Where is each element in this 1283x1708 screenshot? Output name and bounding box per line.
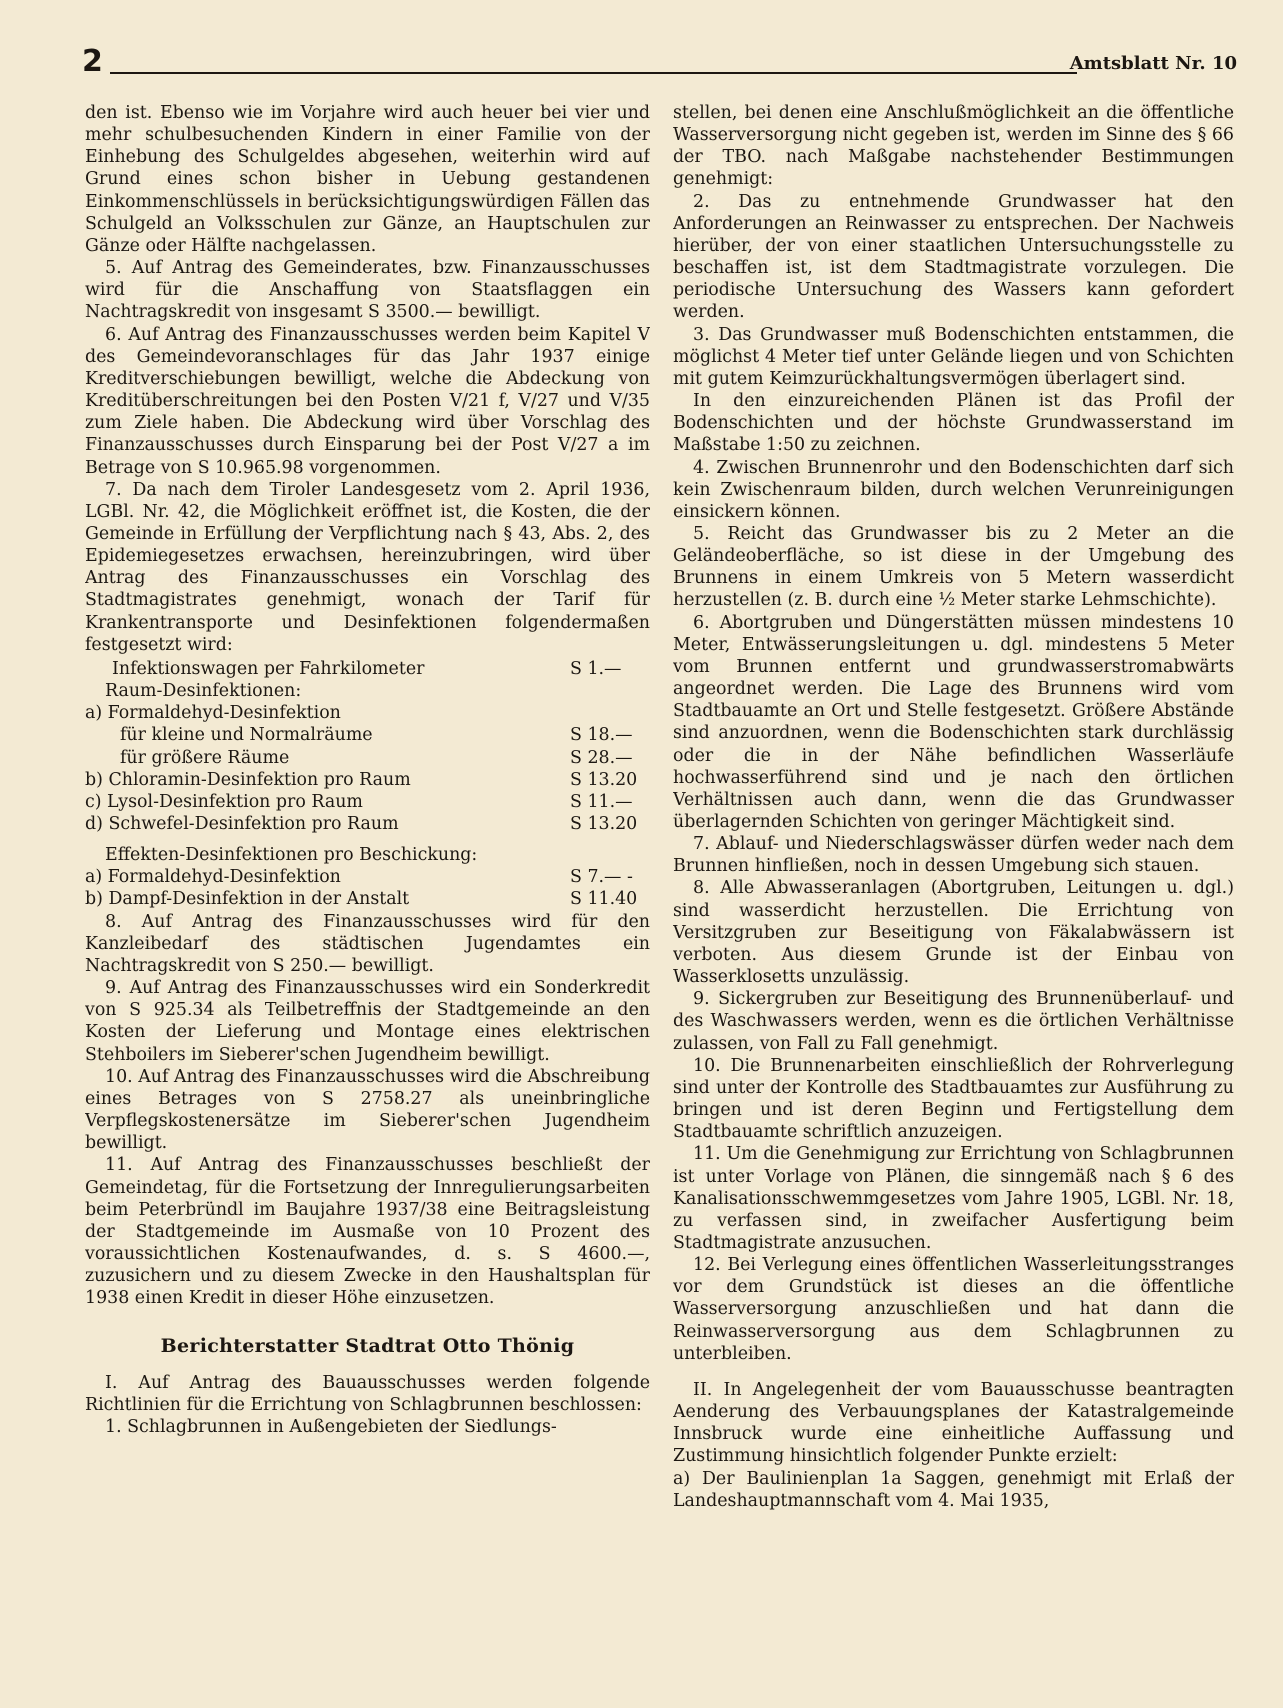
page-header xyxy=(82,44,1237,84)
tariff-label: für größere Räume xyxy=(120,747,290,768)
paragraph-6: 6. Abortgruben und Düngerstätten müssen mindestens 10 Meter, Entwässerungsleitungen u. dgl. mindestens 5 Meter vom Brunnen entfernt und grundwasserstromabwärts angeordnet werden. Die Lage des Brunnens wird vom Stadtbauamte an Ort und Stelle festgesetzt. Größere Abstände sind anzuordnen, wenn die Bodenschichten stark durchlässig oder die in der Nähe befindlichen Wasserläufe hochwasserführend sind und je nach den örtlichen Verhältnissen auch dann, wenn die das Grundwasser überlagernden Schichten von geringer Mächtigkeit sind. xyxy=(673,612,1234,832)
paragraph-9: 9. Auf Antrag des Finanzausschusses wird ein Sonderkredit von S 925.34 als Teilbetreffnis der Stadtgemeinde an den Kosten der Lieferung und Montage eines elektrischen Stehboilers im Sieberer'schen Jugendheim bewilligt. xyxy=(85,978,650,1065)
tariff-label: a) Formaldehyd-Desinfektion xyxy=(85,867,341,888)
tariff-row xyxy=(85,769,650,791)
paragraph-8: 8. Auf Antrag des Finanzausschusses wird für den Kanzleibedarf des städtischen Jugendamtes ein Nachtragskredit von S 250.— bewilligt. xyxy=(85,911,650,976)
tariff-table xyxy=(85,658,650,911)
section-spacer xyxy=(673,1365,1234,1379)
tariff-value: S 13.20 xyxy=(570,814,638,834)
paragraph-10: 10. Auf Antrag des Finanzausschusses wird die Abschreibung eines Betrages von S 2758.27 als uneinbringliche Verpflegskostenersätze im Sieberer'schen Jugendheim bewilligt. xyxy=(85,1066,650,1154)
tariff-row xyxy=(85,658,650,680)
paragraph-continuation: stellen, bei denen eine Anschlußmöglichkeit an die öffentliche Wasserversorgung nicht gegeben ist, werden im Sinne des § 66 der TBO. nach Maßgabe nachstehender Bestimmungen genehmigt: xyxy=(673,103,1234,190)
tariff-label: b) Chloramin-Desinfektion pro Raum xyxy=(85,769,411,790)
paragraph-intro: den ist. Ebenso wie im Vorjahre wird auch heuer bei vier und mehr schulbesuchenden Kindern in einer Familie von der Einhebung des Schulgeldes abgesehen, weiterhin wird auf Grund eines schon bisher in Uebung gestandenen Einkommenschlüssels in berücksichtigungswürdigen Fällen das Schulgeld an Volksschulen zur Gänze, an Hauptschulen zur Gänze oder Hälfte nachgelassen. xyxy=(85,103,650,256)
tariff-label: Infektionswagen per Fahrkilometer xyxy=(112,658,425,679)
tariff-label: b) Dampf-Desinfektion in der Anstalt xyxy=(85,889,410,910)
tariff-label: d) Schwefel-Desinfektion pro Raum xyxy=(85,814,399,834)
section-heading: Berichterstatter Stadtrat Otto Thönig xyxy=(160,1335,575,1358)
tariff-label: a) Formaldehyd-Desinfektion xyxy=(85,703,341,724)
paragraph-3b: In den einzureichenden Plänen ist das Profil der Bodenschichten und der höchste Grundwasserstand im Maßstabe 1:50 zu zeichnen. xyxy=(673,391,1234,456)
paragraph-11: 11. Auf Antrag des Finanzausschusses beschließt der Gemeindetag, für die Fortsetzung der Innregulierungsarbeiten beim Peterbründl im Baujahre 1937/38 eine Beitragsleistung der Stadtgemeinde im Ausmaße von 10 Prozent des voraussichtlichen Kostenaufwandes, d. s. S 4600.—, zuzusichern und zu diesem Zwecke in den Haushaltsplan für 1938 einen Kredit in dieser Höhe einzusetzen. xyxy=(85,1155,650,1309)
tariff-value: S 13.20 xyxy=(570,769,638,790)
paragraph-I: I. Auf Antrag des Bauausschusses werden folgende Richtlinien für die Errichtung von Schlagbrunnen beschlossen: xyxy=(85,1372,650,1415)
paragraph-2: 2. Das zu entnehmende Grundwasser hat den Anforderungen an Reinwasser zu entsprechen. Der Nachweis hierüber, der von einer staatlichen Untersuchungsstelle zu beschaffen ist, ist dem Stadtmagistrate vorzulegen. Die periodische Untersuchung des Wassers kann gefordert werden. xyxy=(673,191,1234,323)
tariff-row xyxy=(85,747,650,769)
tariff-value: S 11.— xyxy=(570,791,633,812)
paragraph-10: 10. Die Brunnenarbeiten einschließlich der Rohrverlegung sind unter der Kontrolle des Stadtbauamtes zur Ausführung zu bringen und ist deren Beginn und Fertigstellung dem Stadtbauamte schriftlich anzuzeigen. xyxy=(673,1055,1234,1143)
tariff-label: für kleine und Normalräume xyxy=(120,725,373,746)
tariff-section-header xyxy=(85,680,650,702)
tariff-row xyxy=(85,866,650,888)
paragraph-9: 9. Sickergruben zur Beseitigung des Brunnenüberlauf- und des Waschwassers werden, wenn es die örtlichen Verhältnisse zulassen, von Fall zu Fall genehmigt. xyxy=(673,989,1234,1054)
paragraph-12: 12. Bei Verlegung eines öffentlichen Wasserleitungsstranges vor dem Grundstück ist dieses an die öffentliche Wasserversorgung anzuschließen und hat dann die Reinwasserversorgung aus dem Schlagbrunnen zu unterbleiben. xyxy=(673,1255,1234,1364)
tariff-label: c) Lysol-Desinfektion pro Raum xyxy=(85,791,363,812)
tariff-row xyxy=(85,724,650,746)
tariff-value: S 18.— xyxy=(570,725,633,746)
paragraph-3: 3. Das Grundwasser muß Bodenschichten entstammen, die möglichst 4 Meter tief unter Gelände liegen und von Schichten mit gutem Keimzurückhaltungsvermögen überlagert sind. xyxy=(673,324,1234,389)
left-column xyxy=(85,102,650,1682)
tariff-header-label: Raum-Desinfektionen: xyxy=(105,681,302,702)
tariff-value: S 1.— xyxy=(570,658,622,679)
page-number: 2 xyxy=(82,44,103,79)
paragraph-11: 11. Um die Genehmigung zur Errichtung von Schlagbrunnen ist unter Vorlage von Plänen, die sinngemäß nach § 6 des Kanalisationsschwemmgesetzes vom Jahre 1905, LGBl. Nr. 18, zu verfassen sind, in zweifacher Ausfertigung beim Stadtmagistrate anzusuchen. xyxy=(673,1144,1234,1253)
paragraph-II-a: a) Der Baulinienplan 1a Saggen, genehmigt mit Erlaß der Landeshauptmannschaft vom 4. Mai 1935, xyxy=(673,1468,1234,1511)
paragraph-II: II. In Angelegenheit der vom Bauausschusse beantragten Aenderung des Verbauungsplanes der Katastralgemeinde Innsbruck wurde eine einheitliche Auffassung und Zustimmung hinsichtlich folgender Punkte erzielt: xyxy=(673,1379,1234,1467)
paragraph-7: 7. Da nach dem Tiroler Landesgesetz vom 2. April 1936, LGBl. Nr. 42, die Möglichkeit eröffnet ist, die Kosten, die der Gemeinde in Erfüllung der Verpflichtung nach § 43, Abs. 2, des Epidemiegesetzes erwachsen, hereinzubringen, wird über Antrag des Finanzausschusses ein Vorschlag des Stadtmagistrates genehmigt, wonach der Tarif für Krankentransporte und Desinfektionen folgendermaßen festgesetzt wird: xyxy=(85,479,650,655)
paragraph-4: 4. Zwischen Brunnenrohr und den Bodenschichten darf sich kein Zwischenraum bilden, durch welchen Verunreinigungen einsickern können. xyxy=(673,457,1234,522)
paragraph-6: 6. Auf Antrag des Finanzausschusses werden beim Kapitel V des Gemeindevoranschlages für das Jahr 1937 einige Kreditverschiebungen bewilligt, welche die Abdeckung von Kreditüberschreitungen bei den Posten V/21 f, V/27 und V/35 zum Ziele haben. Die Abdeckung wird über Vorschlag des Finanzausschusses durch Einsparung bei der Post V/27 a im Betrage von S 10.965.98 vorgenommen. xyxy=(85,324,650,478)
tariff-gap xyxy=(85,835,650,844)
right-column xyxy=(673,102,1234,1682)
paragraph-I-1: 1. Schlagbrunnen in Außengebieten der Siedlungs- xyxy=(105,1416,557,1437)
paragraph-5: 5. Auf Antrag des Gemeinderates, bzw. Finanzausschusses wird für die Anschaffung von Staatsflaggen ein Nachtragskredit von insgesamt S 3500.— bewilligt. xyxy=(85,258,650,323)
tariff-section-header xyxy=(85,844,650,866)
tariff-value: S 28.— xyxy=(570,747,633,768)
paragraph-5: 5. Reicht das Grundwasser bis zu 2 Meter an die Geländeoberfläche, so ist diese in der Umgebung des Brunnens in einem Umkreis von 5 Metern wasserdicht herzustellen (z. B. durch eine ½ Meter starke Lehmschichte). xyxy=(673,523,1234,611)
publication-title: Amtsblatt Nr. 10 xyxy=(1069,53,1237,74)
paragraph-7: 7. Ablauf- und Niederschlagswässer dürfen weder nach dem Brunnen hinfließen, noch in dessen Umgebung sich stauen. xyxy=(673,834,1234,877)
tariff-row xyxy=(85,791,650,813)
tariff-row xyxy=(85,702,650,724)
paragraph-8: 8. Alle Abwasseranlagen (Abortgruben, Leitungen u. dgl.) sind wasserdicht herzustellen. Die Errichtung von Versitzgruben zur Beseitigung von Fäkalabwässern ist verboten. Aus diesem Grunde ist der Einbau von Wasserklosetts unzulässig. xyxy=(673,878,1234,988)
tariff-row xyxy=(85,813,650,835)
tariff-header-label: Effekten-Desinfektionen pro Beschickung: xyxy=(105,845,478,866)
tariff-row xyxy=(85,888,650,910)
header-rule xyxy=(110,72,1077,74)
tariff-value: S 7.— - xyxy=(570,867,633,888)
tariff-value: S 11.40 xyxy=(570,889,638,910)
